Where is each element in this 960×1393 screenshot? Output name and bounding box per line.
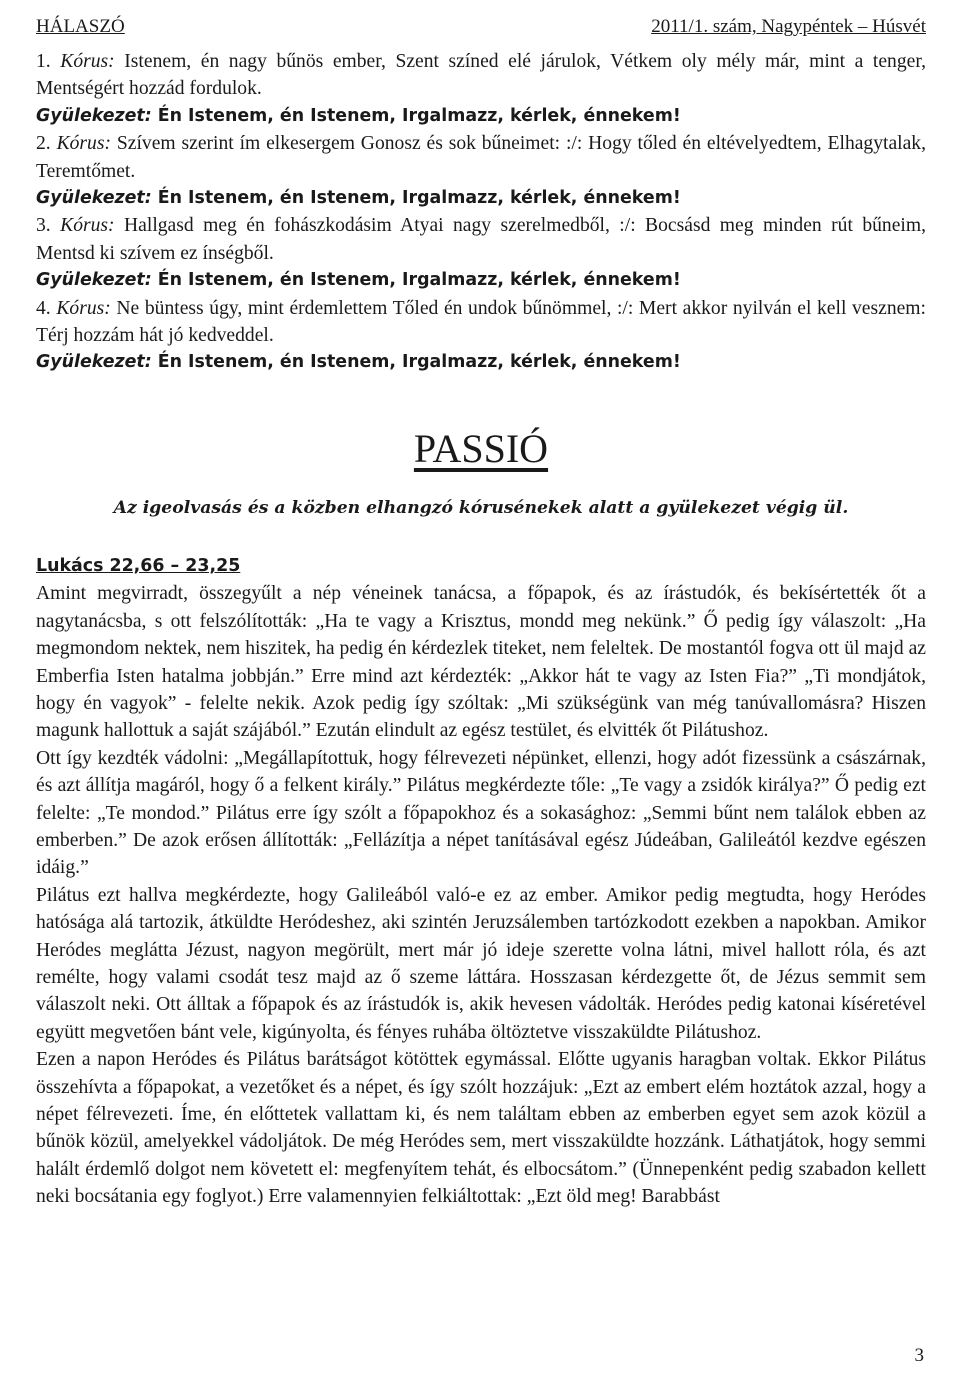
verse-number: 1. [36,51,51,72]
choir-label: Kórus: [56,133,112,155]
congregation-response [36,267,926,294]
congregation-response [36,185,926,212]
hymn-verse [36,130,926,185]
passage-paragraph: Amint megvirradt, összegyűlt a nép véneinek tanácsa, a főpapok, és az írástudók, és bekísértették őt a nagytanácsba, s ott felszólították: „Ha te vagy a Krisztus, mondd meg nekünk.” Ő pedig így válaszolt: „Ha megmondom nektek, nem hiszitek, ha pedig én kérdezlek titeket, nem feleltek. De mostantól fogva ott ül majd az Emberfia Isten hatalma jobbján.” Erre mind azt kérdezték: „Akkor hát te vagy az Isten Fia?” „Ti mondjátok, hogy én vagyok” - felelte nekik. Azok pedig így szóltak: „Mi szükségünk van még tanúvallomásra? Hiszen magunk hallottuk a saját szájából.” Ezután elindult az egész testület, és elvitték őt Pilátushoz. [36,583,926,742]
page-number: 3 [914,1345,924,1366]
choir-label: Kórus: [60,215,115,237]
verse-number: 3. [36,215,51,237]
congregation-label: Gyülekezet: [36,352,152,373]
running-header [36,16,926,48]
scripture-reference: Lukács 22,66 – 23,25 [36,555,241,576]
document-page [36,16,926,1211]
congregation-label: Gyülekezet: [36,270,152,291]
hymn-verse [36,48,926,103]
section-instruction: Az igeolvasás és a közben elhangzó kórusénekek alatt a gyülekezet végig ül. [113,497,849,518]
choir-label: Kórus: [60,51,115,72]
congregation-label: Gyülekezet: [36,188,152,209]
scripture-passage [36,580,926,1210]
verse-text: Istenem, én nagy bűnös ember, Szent színed elé járulok, Vétkem oly mély már, mint a tenger, Mentségért hozzád fordulok. [36,51,926,100]
congregation-label: Gyülekezet: [36,105,152,126]
header-issue: 2011/1. szám, Nagypéntek – Húsvét [651,16,926,37]
hymn-verse [36,212,926,267]
section-title: PASSIÓ [413,425,549,471]
congregation-text: Én Istenem, én Istenem, Irgalmazz, kérlek, énnekem! [157,105,681,126]
header-title: HÁLASZÓ [36,16,125,37]
choir-label: Kórus: [56,297,111,319]
verse-text: Szívem szerint ím elkesergem Gonosz és sok bűneimet: :/: Hogy tőled én eltévelyedtem, Elhagytalak, Teremtőmet. [36,133,927,182]
congregation-text: Én Istenem, én Istenem, Irgalmazz, kérlek, énnekem! [157,188,681,209]
hymn-verse [36,295,926,350]
passage-paragraph: Ezen a napon Heródes és Pilátus barátságot kötöttek egymással. Előtte ugyanis haragban voltak. Ekkor Pilátus összehívta a főpapokat, a vezetőket és a népet, és így szólt hozzájuk: „Ezt az embert elém hoztátok azzal, hogy a népet félrevezeti. Íme, én előttetek vallattam ki, és nem találtam ebben az emberben egyet sem azok közül a bűnök közül, amelyekkel vádoljátok. De még Heródes sem, mert visszaküldte hozzánk. Láthatjátok, hogy semmi halált érdemlő dolgot nem követett el: megfenyítem tehát, és elbocsátom.” (Ünnepenként pedig szabadon kellett neki bocsátania egy foglyot.) Erre valamennyien felkiáltottak: „Ezt öld meg! Barabbást [36,1049,926,1208]
congregation-text: Én Istenem, én Istenem, Irgalmazz, kérlek, énnekem! [157,352,681,373]
hymn-section [36,48,926,377]
passage-paragraph: Ott így kezdték vádolni: „Megállapítottuk, hogy félrevezeti népünket, ellenzi, hogy adót fizessünk a császárnak, és azt állítja magáról, hogy ő a felkent király.” Pilátus megkérdezte tőle: „Te vagy a zsidók királya?” Ő pedig ezt felelte: „Te mondod.” Pilátus erre így szólt a főpapokhoz és a sokasághoz: „Semmi bűnt nem találok ebben az emberben.” De azok erősen állították: „Fellázítja a népet tanításával egész Júdeában, Galileától kezdve egészen idáig.” [36,747,926,879]
congregation-text: Én Istenem, én Istenem, Irgalmazz, kérlek, énnekem! [157,270,681,291]
verse-text: Ne büntess úgy, mint érdemlettem Tőled én undok bűnömmel, :/: Mert akkor nyilván el kell vesznem: Térj hozzám hát jó kedveddel. [36,297,926,347]
congregation-response [36,349,926,376]
verse-number: 4. [36,297,51,319]
congregation-response [36,103,926,130]
passage-paragraph: Pilátus ezt hallva megkérdezte, hogy Galileából való-e ez az ember. Amikor pedig megtudta, hogy Heródes hatósága alá tartozik, átküldte Heródeshez, aki szintén Jeruzsálemben tartózkodott ezekben a napokban. Amikor Heródes meglátta Jézust, nagyon megörült, mert már jó ideje szerette volna látni, mivel hallott róla, és azt remélte, hogy valami csodát tesz majd az ő szeme láttára. Hosszasan kérdezgette őt, de Jézus semmit sem válaszolt neki. Ott álltak a főpapok és az írástudók is, akik hevesen vádolták. Heródes pedig katonai kíséretével együtt megvetően bánt vele, kigúnyolta, és fényes ruhába öltöztetve visszaküldte Pilátushoz. [36,884,926,1043]
verse-text: Hallgasd meg én fohászkodásim Atyai nagy szerelmedből, :/: Bocsásd meg minden rút bűneim, Mentsd ki szívem ez ínségből. [36,215,927,264]
verse-number: 2. [36,133,51,155]
